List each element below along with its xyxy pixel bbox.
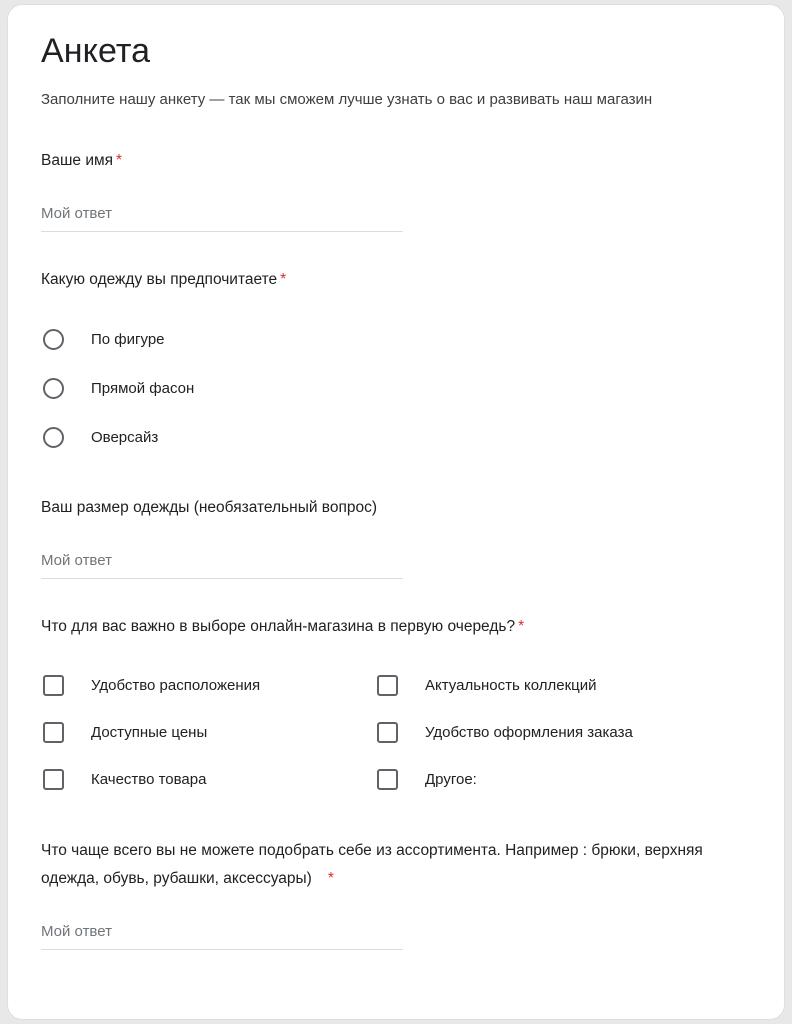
radio-circle-icon[interactable] — [43, 427, 64, 448]
radio-option[interactable] — [41, 413, 758, 462]
short-answer-placeholder: Мой ответ — [41, 552, 112, 569]
checkbox-option[interactable] — [41, 722, 375, 744]
checkbox-square-icon[interactable] — [377, 675, 398, 696]
required-asterisk: * — [280, 271, 287, 288]
page-title: Анкета — [41, 32, 151, 70]
question-title-text: Что чаще всего вы не можете подобрать себе из ассортимента. Например : брюки, верхняя одежда, обувь, рубашки, аксессуары) — [41, 842, 703, 887]
question-store-priority — [34, 613, 758, 803]
checkbox-option[interactable] — [375, 769, 758, 791]
checkbox-option-label: Удобство расположения — [91, 676, 261, 694]
question-title — [41, 147, 758, 175]
question-missing-assortment — [34, 837, 758, 950]
question-clothing-size — [34, 494, 758, 579]
short-answer-placeholder: Мой ответ — [41, 923, 112, 940]
question-title-text: Что для вас важно в выборе онлайн-магазина в первую очередь? — [41, 618, 516, 635]
checkbox-option-label: Актуальность коллекций — [425, 676, 597, 694]
radio-option-label: По фигуре — [91, 330, 165, 348]
radio-option[interactable] — [41, 364, 758, 413]
required-asterisk: * — [116, 152, 123, 169]
short-answer-input[interactable] — [41, 550, 403, 579]
checkbox-square-icon[interactable] — [377, 769, 398, 790]
form-description: Заполните нашу анкету — так мы сможем лучше узнать о вас и развивать наш магазин — [41, 91, 653, 108]
radio-circle-icon[interactable] — [43, 378, 64, 399]
checkbox-square-icon[interactable] — [43, 769, 64, 790]
checkbox-square-icon[interactable] — [43, 722, 64, 743]
form-card — [8, 5, 784, 1019]
checkbox-option-label: Другое: — [425, 770, 477, 788]
question-title — [41, 266, 758, 294]
radio-option[interactable] — [41, 315, 758, 364]
checkbox-option[interactable] — [41, 675, 375, 697]
radio-group — [41, 315, 758, 462]
radio-circle-icon[interactable] — [43, 329, 64, 350]
short-answer-input[interactable] — [41, 203, 403, 232]
checkbox-group — [41, 662, 758, 803]
radio-option-label: Оверсайз — [91, 428, 159, 446]
checkbox-option[interactable] — [375, 722, 758, 744]
checkbox-option-label: Удобство оформления заказа — [425, 723, 633, 741]
question-title — [41, 613, 758, 641]
required-asterisk: * — [327, 870, 334, 887]
required-asterisk: * — [518, 618, 525, 635]
question-title — [41, 837, 758, 893]
question-title: Ваш размер одежды (необязательный вопрос) — [41, 499, 378, 516]
question-your-name — [34, 147, 758, 232]
short-answer-placeholder: Мой ответ — [41, 205, 112, 222]
checkbox-option[interactable] — [375, 675, 758, 697]
radio-option-label: Прямой фасон — [91, 379, 195, 397]
checkbox-option-label: Доступные цены — [91, 723, 208, 741]
question-title-text: Ваше имя — [41, 152, 114, 169]
question-title-text: Какую одежду вы предпочитаете — [41, 271, 278, 288]
checkbox-square-icon[interactable] — [377, 722, 398, 743]
short-answer-input[interactable] — [41, 921, 403, 950]
checkbox-option-label: Качество товара — [91, 770, 207, 788]
question-clothing-fit — [34, 266, 758, 462]
checkbox-option[interactable] — [41, 769, 375, 791]
checkbox-square-icon[interactable] — [43, 675, 64, 696]
